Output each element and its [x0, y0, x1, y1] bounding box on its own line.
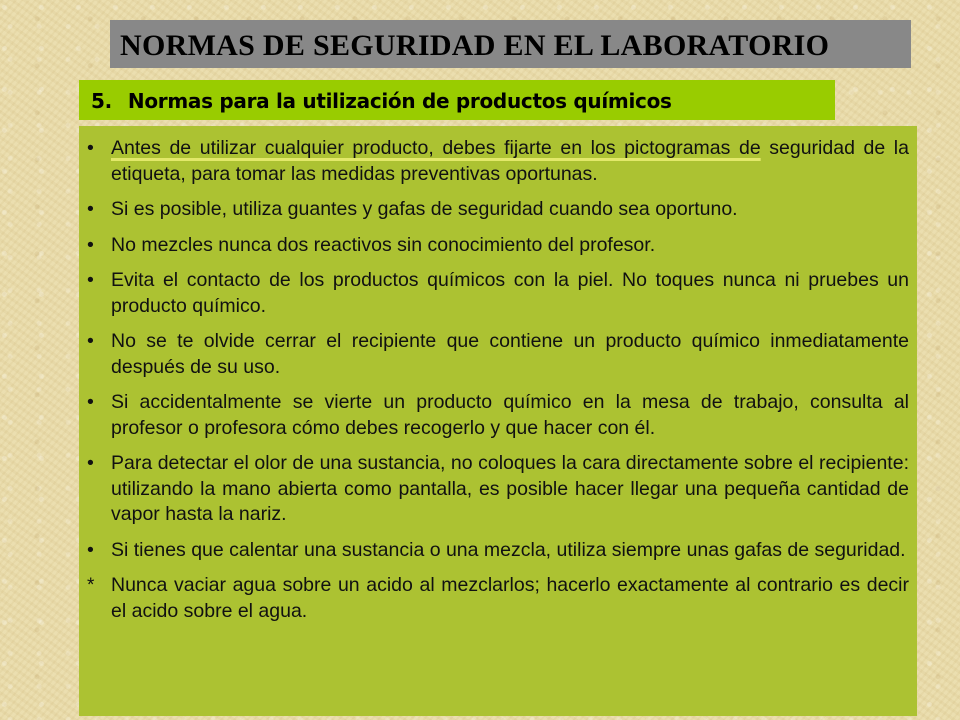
section-heading	[91, 87, 672, 113]
section-number: 5.	[91, 89, 112, 113]
section-heading-bar	[79, 80, 835, 120]
list-item-text: No se te olvide cerrar el recipiente que contiene un producto químico inmediatamente después de su uso.	[111, 330, 909, 378]
list-item	[87, 573, 909, 624]
list-item	[87, 268, 909, 319]
slide-title-bar	[110, 20, 911, 68]
list-item-text: Si tienes que calentar una sustancia o una mezcla, utiliza siempre unas gafas de seguridad.	[111, 538, 906, 561]
bullet-marker: •	[87, 330, 94, 352]
highlighted-text: Antes de utilizar cualquier producto, debes fijarte en los pictogramas de	[111, 137, 761, 159]
list-item-text: Nunca vaciar agua sobre un acido al mezclarlos; hacerlo exactamente al contrario es decir el acido sobre el agua.	[111, 574, 909, 622]
bullet-marker: •	[87, 137, 94, 159]
bullet-marker: •	[87, 538, 94, 561]
bullet-marker: •	[87, 269, 94, 291]
list-item	[87, 329, 909, 380]
list-item	[87, 538, 909, 564]
list-item-text	[111, 136, 909, 187]
list-item	[87, 136, 909, 187]
bullet-marker: •	[87, 452, 94, 474]
list-item	[87, 451, 909, 528]
section-heading-text: Normas para la utilización de productos químicos	[127, 89, 672, 113]
list-item	[87, 390, 909, 441]
bullet-marker: •	[87, 391, 94, 413]
bullet-marker: •	[87, 233, 94, 256]
list-item-text-rest: seguridad de la etiqueta, para tomar las medidas preventivas oportunas.	[111, 137, 909, 185]
asterisk-marker: *	[87, 575, 95, 596]
list-item-text: Si accidentalmente se vierte un producto químico en la mesa de trabajo, consulta al profesor o profesora cómo debes recogerlo y que hacer con él.	[111, 391, 909, 439]
list-item-text: Evita el contacto de los productos químicos con la piel. No toques nunca ni pruebes un producto químico.	[111, 269, 909, 317]
list-item	[87, 197, 909, 223]
rules-list	[87, 136, 909, 624]
list-item-text: Si es posible, utiliza guantes y gafas de seguridad cuando sea oportuno.	[111, 198, 738, 220]
list-item-text: Para detectar el olor de una sustancia, no coloques la cara directamente sobre el recipiente: utilizando la mano abierta como pantalla, es posible hacer llegar una pequeña cantidad de vapor hasta la nariz.	[111, 452, 909, 525]
slide-title: NORMAS DE SEGURIDAD EN EL LABORATORIO	[120, 29, 830, 62]
rules-content-box	[79, 126, 917, 716]
list-item-text: No mezcles nunca dos reactivos sin conocimiento del profesor.	[111, 233, 656, 256]
list-item	[87, 233, 909, 259]
bullet-marker: •	[87, 198, 94, 220]
